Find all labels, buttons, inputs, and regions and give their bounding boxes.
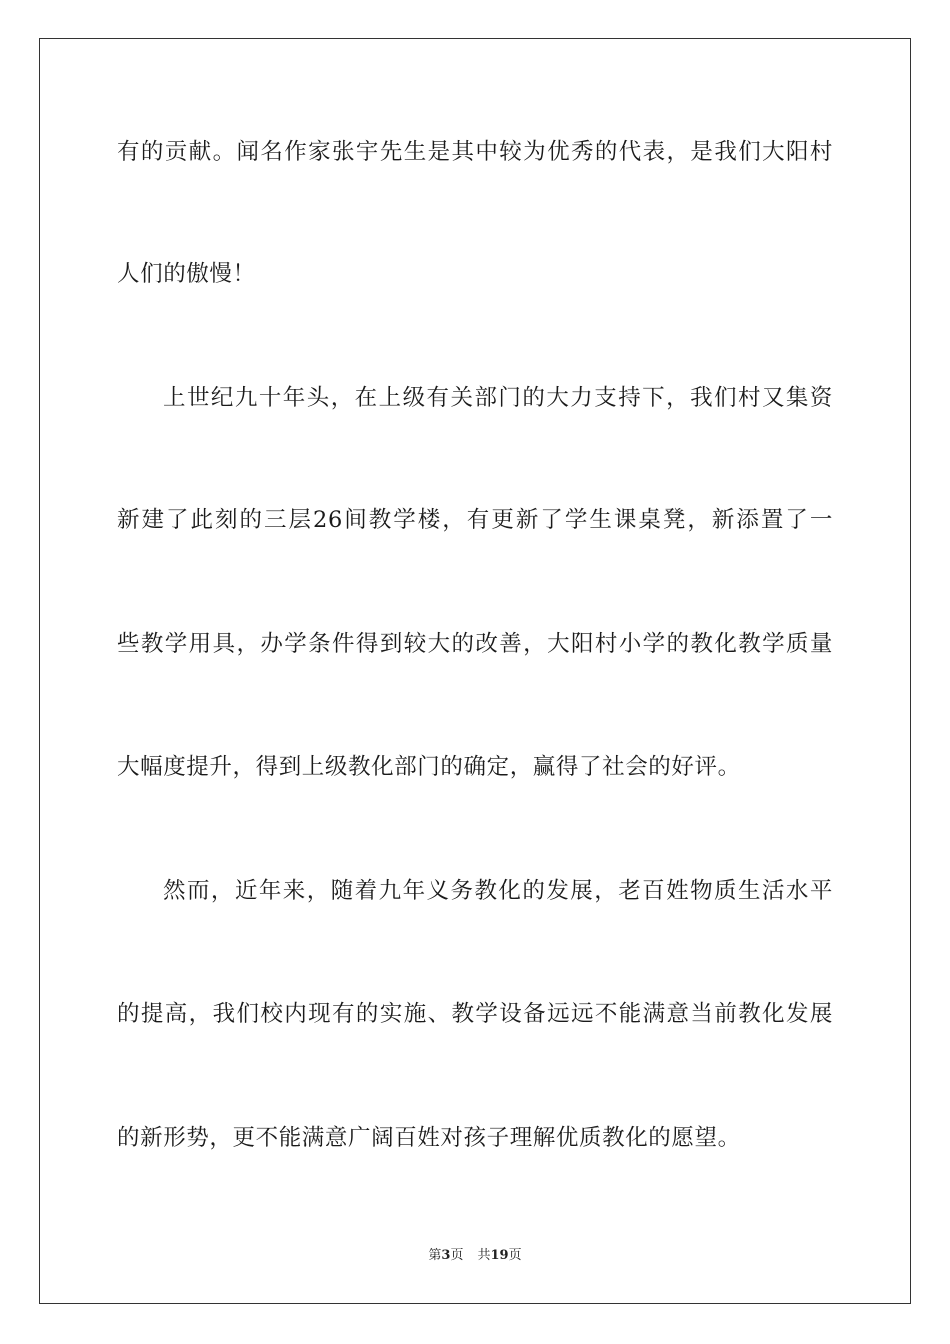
total-prefix: 共 <box>477 1248 491 1263</box>
total-suffix: 页 <box>508 1248 522 1263</box>
page-prefix: 第 <box>428 1248 442 1263</box>
page-footer <box>0 1246 950 1266</box>
text-line-3: 上世纪九十年头，在上级有关部门的大力支持下，我们村又集资 <box>163 385 833 411</box>
page-border <box>39 38 911 1304</box>
page-number: 3 <box>441 1248 451 1263</box>
text-line-7: 然而，近年来，随着九年义务教化的发展，老百姓物质生活水平 <box>163 878 833 904</box>
text-line-5: 些教学用具，办学条件得到较大的改善，大阳村小学的教化教学质量 <box>117 631 833 657</box>
text-line-6: 大幅度提升，得到上级教化部门的确定，赢得了社会的好评。 <box>117 754 741 780</box>
text-line-8: 的提高，我们校内现有的实施、教学设备远远不能满意当前教化发展 <box>117 1001 833 1027</box>
text-line-1: 有的贡献。闻名作家张宇先生是其中较为优秀的代表，是我们大阳村 <box>117 139 833 165</box>
total-pages: 19 <box>490 1248 509 1263</box>
text-line-9: 的新形势，更不能满意广阔百姓对孩子理解优质教化的愿望。 <box>117 1125 741 1151</box>
page-suffix: 页 <box>450 1248 464 1263</box>
text-line-4: 新建了此刻的三层26间教学楼，有更新了学生课桌凳，新添置了一 <box>117 507 833 533</box>
text-line-2: 人们的傲慢！ <box>117 261 256 287</box>
